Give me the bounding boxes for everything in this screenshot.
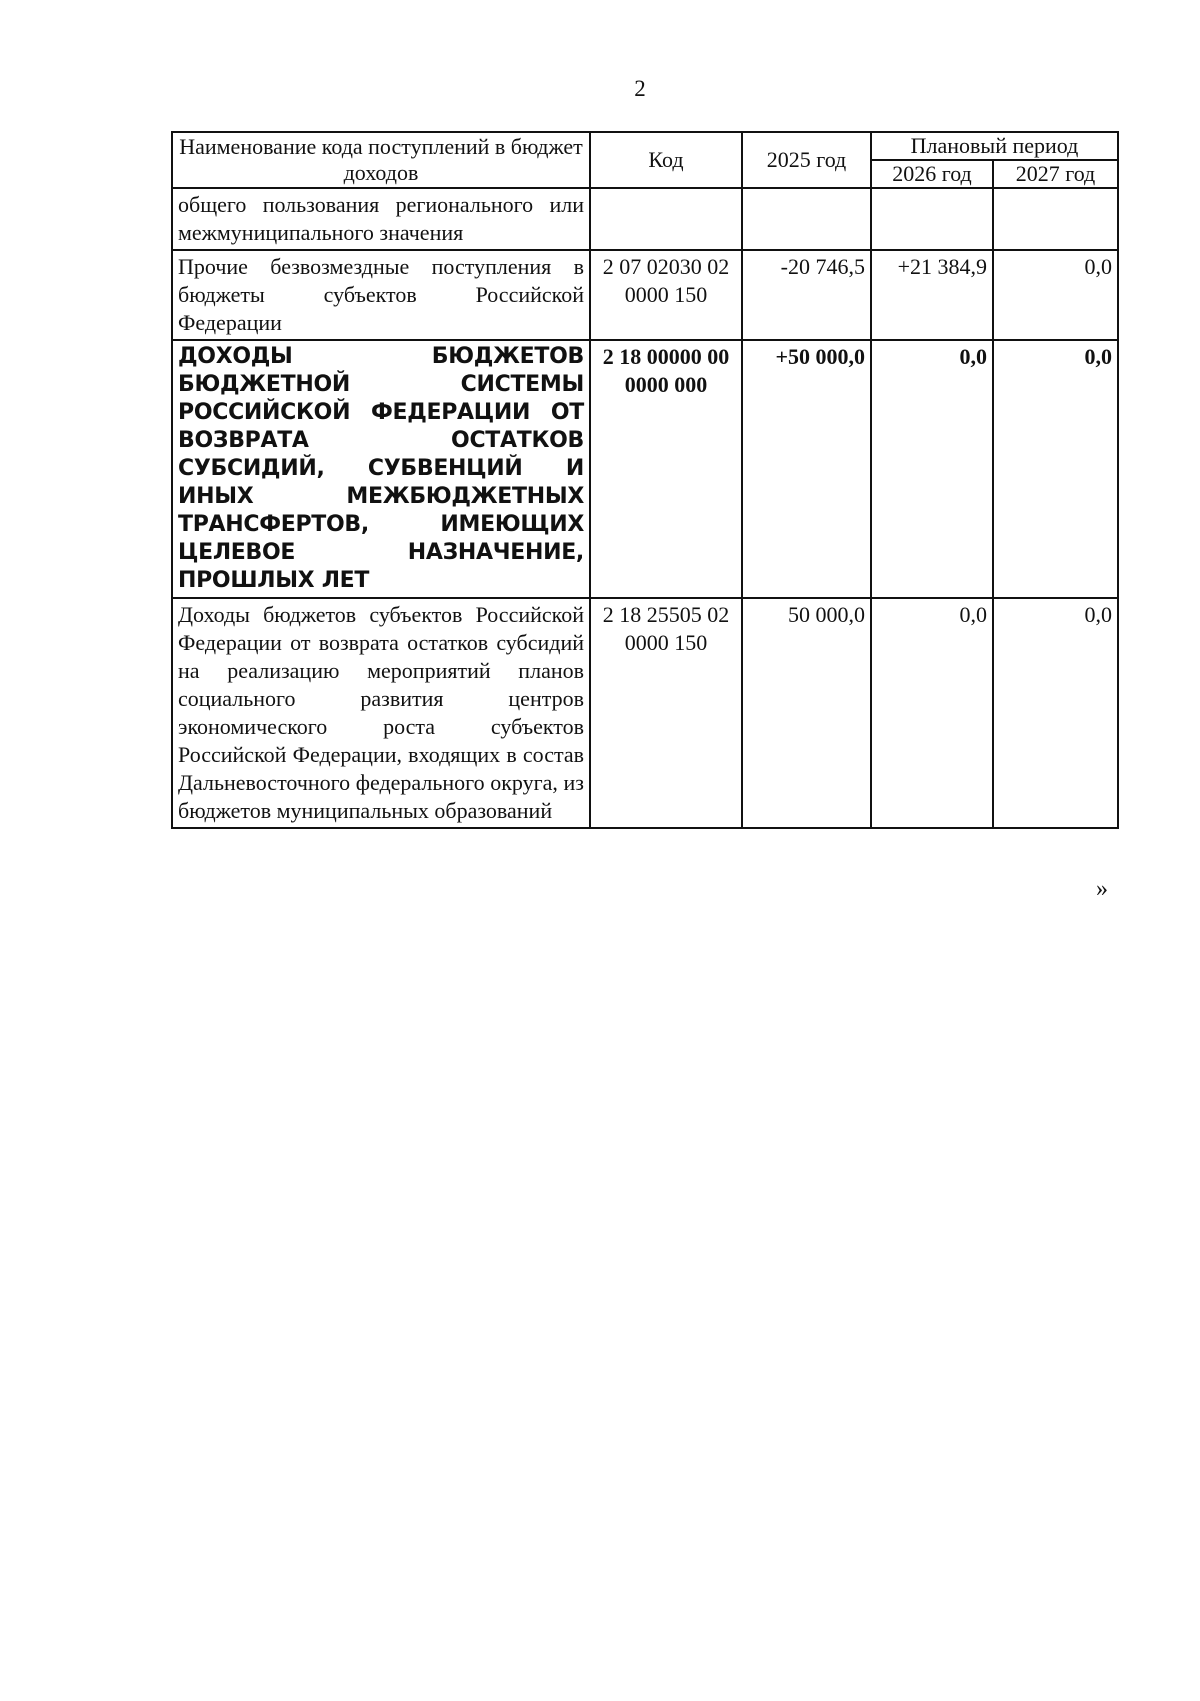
table-row bbox=[172, 340, 1118, 598]
row-2025: -20 746,5 bbox=[742, 250, 871, 340]
budget-revenue-table bbox=[171, 131, 1119, 829]
closing-quote: » bbox=[1096, 876, 1108, 902]
row-code: 2 18 25505 02 0000 150 bbox=[590, 598, 742, 828]
row-2025 bbox=[742, 188, 871, 250]
row-name: Прочие безвозмездные поступления в бюджеты субъектов Российской Федерации bbox=[172, 250, 590, 340]
table-row bbox=[172, 598, 1118, 828]
row-name: Доходы бюджетов субъектов Российской Федерации от возврата остатков субсидий на реализацию мероприятий планов социального развития центров экономического роста субъектов Российской Федерации, входящих в состав Дальневосточного федерального округа, из бюджетов муниципальных образований bbox=[172, 598, 590, 828]
header-2026: 2026 год bbox=[871, 160, 993, 188]
header-2027: 2027 год bbox=[993, 160, 1118, 188]
row-2027: 0,0 bbox=[993, 250, 1118, 340]
row-2025: 50 000,0 bbox=[742, 598, 871, 828]
row-2026 bbox=[871, 188, 993, 250]
row-2027: 0,0 bbox=[993, 598, 1118, 828]
row-2027 bbox=[993, 188, 1118, 250]
row-code: 2 07 02030 02 0000 150 bbox=[590, 250, 742, 340]
header-2025: 2025 год bbox=[742, 132, 871, 188]
row-2026: +21 384,9 bbox=[871, 250, 993, 340]
row-2026: 0,0 bbox=[871, 598, 993, 828]
row-2026: 0,0 bbox=[871, 340, 993, 598]
table-row bbox=[172, 250, 1118, 340]
row-name: общего пользования регионального или межмуниципального значения bbox=[172, 188, 590, 250]
header-name: Наименование кода поступлений в бюджет доходов bbox=[172, 132, 590, 188]
row-code: 2 18 00000 00 0000 000 bbox=[590, 340, 742, 598]
row-2025: +50 000,0 bbox=[742, 340, 871, 598]
header-planned-period: Плановый период bbox=[871, 132, 1118, 160]
row-2027: 0,0 bbox=[993, 340, 1118, 598]
row-name: ДОХОДЫ БЮДЖЕТОВ БЮДЖЕТНОЙ СИСТЕМЫ РОССИЙСКОЙ ФЕДЕРАЦИИ ОТ ВОЗВРАТА ОСТАТКОВ СУБСИДИЙ, СУБВЕНЦИЙ И ИНЫХ МЕЖБЮДЖЕТНЫХ ТРАНСФЕРТОВ, ИМЕЮЩИХ ЦЕЛЕВОЕ НАЗНАЧЕНИЕ, ПРОШЛЫХ ЛЕТ bbox=[172, 340, 590, 598]
table-row bbox=[172, 188, 1118, 250]
page-number: 2 bbox=[634, 76, 646, 101]
header-code: Код bbox=[590, 132, 742, 188]
row-code bbox=[590, 188, 742, 250]
